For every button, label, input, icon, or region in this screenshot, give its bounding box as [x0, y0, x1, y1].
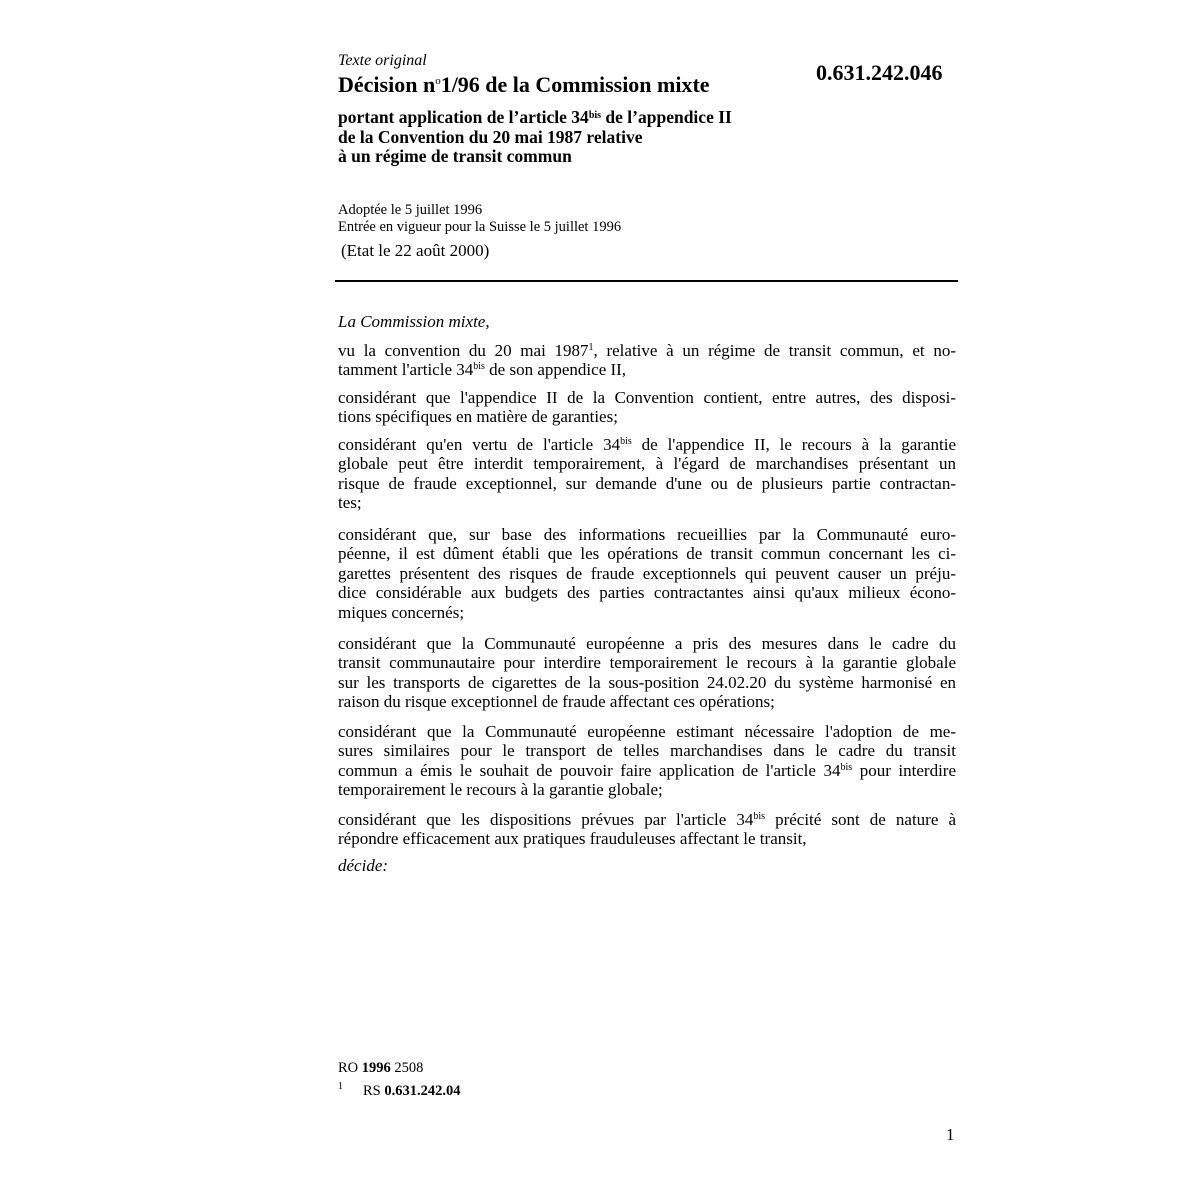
paragraph-line: dice considérable aux budgets des parties contractantes ainsi qu'aux milieux écono- [338, 583, 956, 603]
paragraph-line [338, 761, 956, 780]
page-number: 1 [946, 1125, 955, 1144]
text-span: considérant que les dispositions prévues par l'article 34 [338, 810, 754, 829]
paragraph-line: considérant que l'appendice II de la Convention contient, entre autres, des disposi- [338, 388, 956, 407]
paragraph-line: raison du risque exceptionnel de fraude affectant ces opérations; [338, 692, 775, 712]
subtitle-text: portant application de l’article 34 [338, 107, 589, 127]
title-suffix: 1/96 de la Commission mixte [440, 72, 710, 97]
ro-page: 2508 [394, 1060, 424, 1076]
subtitle-line: de la Convention du 20 mai 1987 relative [338, 126, 643, 147]
paragraph-2 [338, 388, 956, 427]
paragraph-line: garettes présentent des risques de fraude exceptionnels qui peuvent causer un préju- [338, 563, 956, 583]
paragraph-line: sures similaires pour le transport de telles marchandises dans le cadre du transit [338, 741, 956, 761]
title-superscript: o [435, 75, 441, 87]
paragraph-line: transit communautaire pour interdire temporairement le recours à la garantie globale [338, 653, 956, 673]
paragraph-line: risque de fraude exceptionnel, sur demande d'une ou de plusieurs partie contractan- [338, 473, 956, 493]
subtitle-text: de l’appendice II [601, 107, 732, 127]
text-span: , relative à un régime de transit commun, et no- [593, 341, 956, 360]
decision-subtitle [338, 106, 858, 167]
sr-number: 0.631.242.046 [816, 60, 943, 85]
footnote-link[interactable]: 0.631.242.04 [384, 1083, 461, 1099]
decide-line: décide: [338, 856, 389, 875]
paragraph-line: miques concernés; [338, 602, 465, 622]
paragraph-line: sur les transports de cigarettes de la sous-position 24.02.20 du système harmonisé en [338, 672, 956, 692]
text-span: de l'appendice II, le recours à la garantie [631, 435, 956, 454]
footnote-prefix: RS [363, 1083, 381, 1099]
subtitle-line [338, 106, 858, 128]
intro-line: La Commission mixte, [338, 312, 490, 331]
adoption-info [338, 202, 621, 236]
paragraph-line: considérant que, sur base des informations recueillies par la Communauté euro- [338, 525, 956, 544]
bis-superscript: bis [473, 361, 485, 373]
paragraph-line: péenne, il est dûment établi que les opérations de transit commun concernant les ci- [338, 544, 956, 564]
footnote-reference[interactable]: 1 [588, 342, 594, 353]
bis-superscript: bis [588, 110, 602, 121]
paragraph-line: considérant que la Communauté européenne a pris des mesures dans le cadre du [338, 634, 956, 653]
text-span: commun a émis le souhait de pouvoir faire application de l'article 34 [338, 760, 841, 780]
paragraph-line [338, 360, 956, 379]
paragraph-1 [338, 341, 956, 380]
in-force-date: Entrée en vigueur pour la Suisse le 5 juillet 1996 [338, 219, 622, 235]
text-span: de son appendice II, [484, 360, 627, 380]
text-span: pour interdire [852, 760, 957, 780]
paragraph-line: temporairement le recours à la garantie globale; [338, 780, 663, 800]
decision-title [338, 72, 710, 98]
footnote [338, 1081, 461, 1100]
adopted-date: Adoptée le 5 juillet 1996 [338, 202, 483, 218]
paragraph-line: tions spécifiques en matière de garanties; [338, 407, 618, 427]
bis-superscript: bis [620, 436, 632, 447]
paragraph-line: tes; [338, 493, 362, 513]
paragraph-5 [338, 634, 956, 712]
paragraph-line [338, 810, 956, 829]
paragraph-6 [338, 722, 956, 800]
text-span: vu la convention du 20 mai 1987 [338, 341, 589, 360]
text-span: considérant qu'en vertu de l'article 34 [338, 435, 621, 454]
ro-prefix: RO [338, 1060, 359, 1076]
ro-reference [338, 1060, 423, 1077]
paragraph-line: considérant que la Communauté européenne estimant nécessaire l'adoption de me- [338, 722, 956, 741]
paragraph-7 [338, 810, 956, 849]
paragraph-line: répondre efficacement aux pratiques frauduleuses affectant le transit, [338, 829, 807, 849]
paragraph-4 [338, 525, 956, 622]
paragraph-line [338, 435, 956, 454]
bis-superscript: bis [840, 761, 853, 773]
bis-superscript: bis [753, 811, 766, 822]
original-text-label: Texte original [338, 52, 427, 69]
state-date: (Etat le 22 août 2000) [341, 241, 490, 260]
subtitle-line: à un régime de transit commun [338, 146, 572, 166]
text-span: tamment l'article 34 [338, 360, 474, 380]
ro-year: 1996 [361, 1060, 391, 1076]
footnote-mark: 1 [338, 1081, 343, 1092]
text-span: précité sont de nature à [765, 810, 957, 829]
header-divider [335, 280, 958, 282]
paragraph-line: globale peut être interdit temporairement, à l'égard de marchandises présentant un [338, 454, 956, 474]
paragraph-3 [338, 435, 956, 513]
paragraph-line [338, 341, 956, 360]
title-prefix: Décision n [338, 72, 436, 97]
